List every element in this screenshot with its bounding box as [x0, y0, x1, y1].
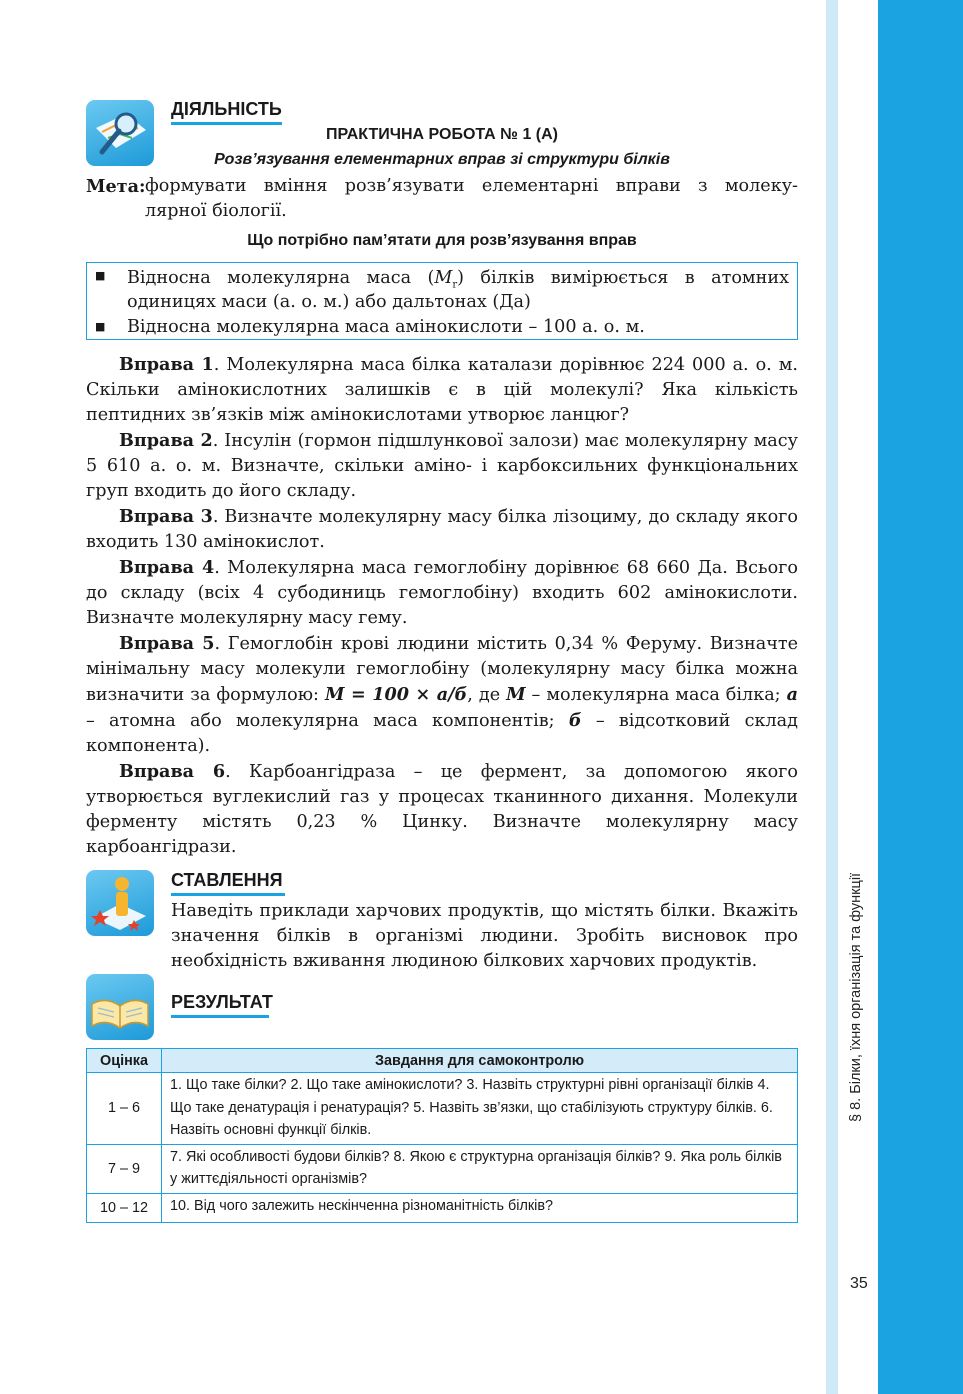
exercise-list	[86, 352, 798, 860]
symbol-a: а	[786, 684, 798, 705]
exercise-6	[86, 759, 798, 860]
reminder-item-2: Відносна молекулярна маса амінокислоти – 100 а. о. м.	[127, 317, 645, 337]
goal-line-2: лярної біології.	[145, 201, 287, 221]
work-title: ПРАКТИЧНА РОБОТА № 1 (А)	[325, 126, 558, 143]
grade-cell: 7 – 9	[87, 1144, 162, 1193]
page-number: 35	[850, 1275, 868, 1292]
exercise-text: . Гемоглобін крові людини містить 0,34 % Феруму. Визначте мінімальну масу молекули гемоглобіну (молекулярну масу білка можна визначити за формулою:	[86, 634, 798, 705]
goal-line-1: формувати вміння розв’язувати елементарні вправи з молеку-	[145, 176, 798, 196]
exercise-text: , де	[467, 685, 507, 705]
exercise-1	[86, 352, 798, 428]
header-tasks: Завдання для самоконтролю	[162, 1049, 798, 1073]
grade-cell: 10 – 12	[87, 1193, 162, 1222]
reminder-box	[86, 262, 798, 340]
open-book-icon	[86, 974, 154, 1040]
mass-symbol: M	[434, 268, 453, 288]
exercise-label: Вправа 5	[119, 633, 215, 654]
tasks-cell: 7. Які особливості будови білків? 8. Якою є структурна організація білків? 9. Яка роль білків у життєдіяльності організмів?	[162, 1144, 798, 1193]
table-row	[87, 1193, 798, 1222]
exercise-2	[86, 428, 798, 504]
mass-subscript: r	[452, 279, 458, 291]
reminder-1-text-b: ) білків вимірюється в атомних	[457, 268, 789, 288]
symbol-b: б	[568, 710, 582, 731]
self-control-table	[86, 1048, 798, 1223]
result-heading: РЕЗУЛЬТАТ	[171, 992, 273, 1012]
tasks-cell: 10. Від чого залежить нескінченна різноманітність білків?	[162, 1193, 798, 1222]
attitude-heading-underline	[171, 893, 285, 896]
side-strip-blue	[878, 0, 963, 1394]
tasks-cell: 1. Що таке білки? 2. Що таке амінокислоти? 3. Назвіть структурні рівні організації білків 4. Що таке денатурація і ренатурація? 5. Назвіть зв’язки, що стабілізують структуру білків. 6. Назвіть основні функції білків.	[162, 1073, 798, 1145]
attitude-text: Наведіть приклади харчових продуктів, що містять білки. Вкажіть значення білків в організмі людини. Зробіть висновок про необхідність вживання людиною білкових харчових продуктів.	[171, 901, 798, 971]
exercise-label: Вправа 6	[119, 761, 226, 782]
reminder-1-text-a: Відносна молекулярна маса (	[127, 268, 435, 288]
exercise-label: Вправа 3	[119, 506, 213, 527]
reminder-item-1-line-2: одиницях маси (а. о. м.) або дальтонах (Да)	[127, 292, 531, 312]
symbol-m: М	[506, 684, 526, 705]
formula: М = 100 × а/б	[324, 684, 468, 705]
exercise-text: . Карбоангідраза – це фермент, за допомогою якого утворюється вуглекислий газ у процесах тканинного дихання. Молекули ферменту містять 0,23 % Цинку. Визначте молекулярну масу карбоангідрази.	[86, 762, 798, 857]
attitude-heading: СТАВЛЕННЯ	[171, 870, 283, 890]
exercise-3	[86, 504, 798, 555]
work-subtitle: Розв’язування елементарних вправ зі структури білків	[214, 151, 670, 168]
header-grade: Оцінка	[87, 1049, 162, 1073]
table-header-row	[87, 1049, 798, 1073]
exercise-text: . Молекулярна маса білка каталази дорівнює 224 000 а. о. м. Скільки амінокислотних залишків є в цій молекулі? Яка кількість пептидних зв’язків між амінокислотами утворює ланцюг?	[86, 355, 798, 425]
bullet-icon: ■	[95, 269, 106, 282]
exercise-label: Вправа 4	[119, 557, 215, 578]
exercise-text: . Молекулярна маса гемоглобіну дорівнює 68 660 Да. Всього до складу (всіх 4 субодиниць гемоглобіну) входить 602 амінокислоти. Визначте молекулярну масу гему.	[86, 558, 798, 628]
exercise-label: Вправа 1	[119, 354, 214, 375]
exercise-5	[86, 631, 798, 759]
exercise-label: Вправа 2	[119, 430, 213, 451]
result-heading-underline	[171, 1015, 269, 1018]
exercise-text: – молекулярна маса білка;	[525, 685, 787, 705]
side-strip-gap	[838, 0, 878, 1394]
activity-heading: ДІЯЛЬНІСТЬ	[171, 99, 282, 119]
table-row	[87, 1073, 798, 1145]
reminder-title: Що потрібно пам’ятати для розв’язування вправ	[247, 232, 637, 249]
grade-cell: 1 – 6	[87, 1073, 162, 1145]
exercise-4	[86, 555, 798, 631]
running-title: § 8. Білки, їхня організація та функції	[848, 872, 864, 1122]
bullet-icon: ■	[95, 320, 106, 333]
exercise-text: – атомна або молекулярна маса компонентів;	[86, 711, 569, 731]
goal-label: Мета:	[86, 176, 146, 197]
exercise-text: . Визначте молекулярну масу білка лізоциму, до складу якого входить 130 амінокислот.	[86, 507, 798, 552]
person-on-pedestal-icon	[86, 870, 154, 936]
exercise-text: – відсотковий склад компонента).	[86, 711, 798, 756]
side-strip-light	[826, 0, 838, 1394]
exercise-text: . Інсулін (гормон підшлункової залози) має молекулярну масу 5 610 а. о. м. Визначте, скільки аміно- і карбоксильних функціональних груп входить до його складу.	[86, 431, 798, 501]
table-row	[87, 1144, 798, 1193]
